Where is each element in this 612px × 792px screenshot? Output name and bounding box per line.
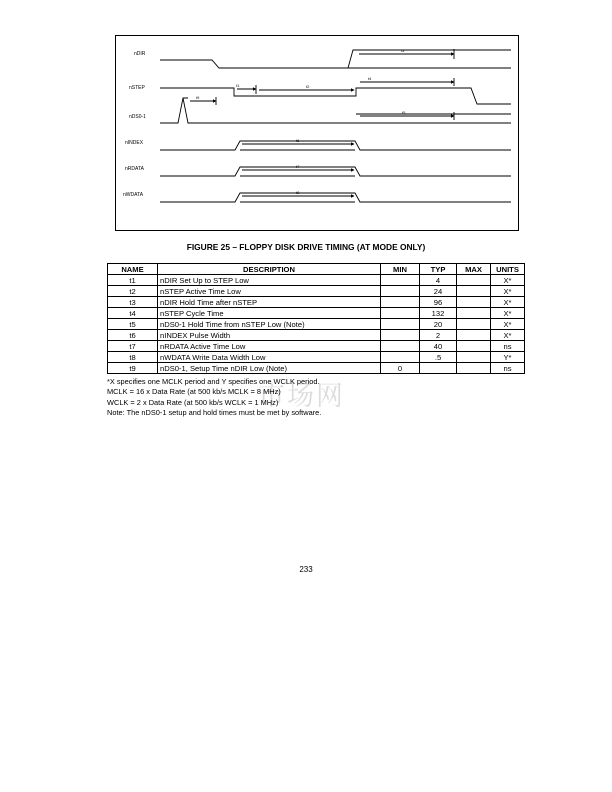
watermark: 市场网 [258, 381, 345, 412]
cell-max [457, 363, 491, 374]
nwdata-waveform [160, 193, 511, 202]
cell-name: t2 [108, 286, 158, 297]
cell-max [457, 341, 491, 352]
cell-max [457, 330, 491, 341]
timing-label-t5: t5 [402, 110, 406, 115]
cell-units: X* [491, 330, 525, 341]
cell-units: X* [491, 308, 525, 319]
cell-description: nDS0-1 Hold Time from nSTEP Low (Note) [158, 319, 381, 330]
cell-name: t8 [108, 352, 158, 363]
header-max: MAX [457, 264, 491, 275]
cell-description: nDS0-1, Setup Time nDIR Low (Note) [158, 363, 381, 374]
signal-label-nindex: nINDEX [125, 140, 144, 146]
header-units: UNITS [491, 264, 525, 275]
table-row [108, 275, 525, 286]
table-row [108, 319, 525, 330]
cell-name: t6 [108, 330, 158, 341]
cell-max [457, 286, 491, 297]
page-number: 233 [299, 565, 313, 574]
cell-min [381, 286, 420, 297]
cell-typ: 132 [420, 308, 457, 319]
cell-units: X* [491, 297, 525, 308]
timing-diagram-svg [116, 36, 520, 232]
cell-min [381, 341, 420, 352]
table-row [108, 341, 525, 352]
cell-min [381, 297, 420, 308]
header-name: NAME [108, 264, 158, 275]
cell-max [457, 352, 491, 363]
cell-description: nSTEP Cycle Time [158, 308, 381, 319]
cell-min [381, 275, 420, 286]
signal-label-nwdata: nWDATA [123, 192, 144, 198]
cell-description: nINDEX Pulse Width [158, 330, 381, 341]
cell-name: t4 [108, 308, 158, 319]
timing-label-t7: t7 [296, 164, 300, 169]
table-row [108, 352, 525, 363]
table-row [108, 297, 525, 308]
cell-name: t3 [108, 297, 158, 308]
timing-label-t1: t1 [236, 83, 240, 88]
note-line: MCLK = 16 x Data Rate (at 500 kb/s MCLK = 8 MHz) [107, 387, 281, 397]
nindex-waveform [160, 141, 511, 150]
cell-units: ns [491, 363, 525, 374]
nrdata-waveform [160, 167, 511, 176]
table-row [108, 308, 525, 319]
cell-typ: 96 [420, 297, 457, 308]
signal-label-ndir: nDIR [134, 51, 146, 57]
ndir-waveform-high [348, 50, 511, 68]
table-header-row [108, 264, 525, 275]
cell-units: Y* [491, 352, 525, 363]
signal-label-nstep: nSTEP [129, 85, 145, 91]
table-notes [107, 377, 527, 418]
note-line: *X specifies one MCLK period and Y specifies one WCLK period. [107, 377, 320, 386]
cell-name: t1 [108, 275, 158, 286]
cell-typ: 4 [420, 275, 457, 286]
cell-units: X* [491, 319, 525, 330]
cell-typ: .5 [420, 352, 457, 363]
nds-waveform-c [183, 98, 511, 123]
note-line: WCLK = 2 x Data Rate (at 500 kb/s WCLK = 1 MHz) [107, 397, 279, 407]
timing-label-t2: t2 [306, 84, 310, 89]
cell-units: X* [491, 275, 525, 286]
cell-units: ns [491, 341, 525, 352]
cell-name: t9 [108, 363, 158, 374]
table-row [108, 286, 525, 297]
cell-max [457, 308, 491, 319]
cell-name: t5 [108, 319, 158, 330]
note-line: Note: The nDS0-1 setup and hold times must be met by software. [107, 407, 322, 417]
figure-caption: FIGURE 25 – FLOPPY DISK DRIVE TIMING (AT MODE ONLY) [186, 242, 426, 252]
cell-typ: 40 [420, 341, 457, 352]
signal-label-nrdata: nRDATA [125, 166, 144, 172]
ndir-waveform [160, 60, 511, 68]
cell-typ: 2 [420, 330, 457, 341]
cell-description: nSTEP Active Time Low [158, 286, 381, 297]
cell-min [381, 330, 420, 341]
header-description: DESCRIPTION [158, 264, 381, 275]
timing-diagram [115, 35, 519, 231]
cell-typ [420, 363, 457, 374]
cell-name: t7 [108, 341, 158, 352]
timing-label-t4: t4 [368, 76, 372, 81]
cell-max [457, 297, 491, 308]
timing-label-t9: t9 [196, 95, 200, 100]
table-row [108, 330, 525, 341]
cell-description: nRDATA Active Time Low [158, 341, 381, 352]
timing-label-t3: t3 [401, 48, 405, 53]
cell-max [457, 275, 491, 286]
cell-description: nDIR Hold Time after nSTEP [158, 297, 381, 308]
signal-label-nds: nDS0-1 [129, 114, 146, 120]
cell-typ: 24 [420, 286, 457, 297]
header-min: MIN [381, 264, 420, 275]
cell-min [381, 308, 420, 319]
cell-description: nDIR Set Up to STEP Low [158, 275, 381, 286]
table-row [108, 363, 525, 374]
header-typ: TYP [420, 264, 457, 275]
cell-typ: 20 [420, 319, 457, 330]
timing-parameters-table [107, 263, 525, 374]
cell-min [381, 352, 420, 363]
cell-min [381, 319, 420, 330]
timing-label-t6: t6 [296, 138, 300, 143]
cell-units: X* [491, 286, 525, 297]
timing-label-t8: t8 [296, 190, 300, 195]
cell-max [457, 319, 491, 330]
cell-description: nWDATA Write Data Width Low [158, 352, 381, 363]
cell-min: 0 [381, 363, 420, 374]
